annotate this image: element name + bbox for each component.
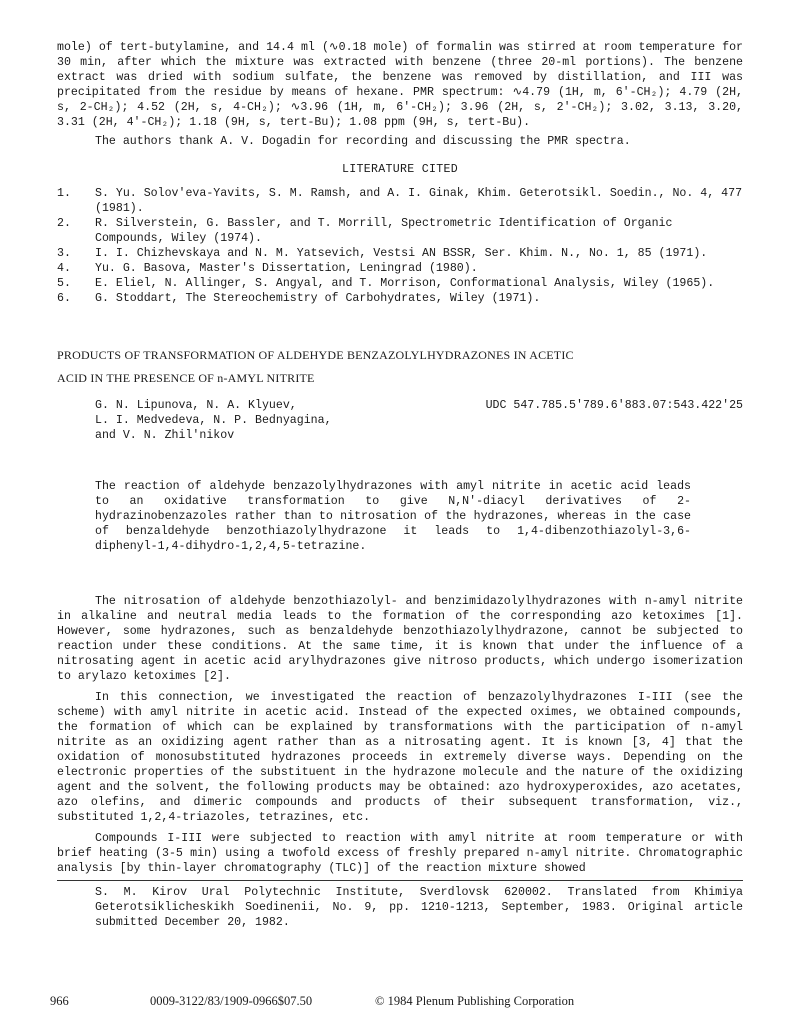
body-paragraph: The nitrosation of aldehyde benzothiazolyl- and benzimidazolylhydrazones with n-amyl nitrite in alkaline and neutral media leads to the formation of the corresponding azo ketoximes [1]. However, some hydrazones, such as benzaldehyde benzothiazolylhydrazone, cannot be subjected to reaction under these conditions. At the same time, it is known that under the influence of a nitrosating agent in acetic acid arylhydrazones give nitroso products, which undergo isomerization to arylazo ketoximes [2]. [57,595,743,683]
reference-text: S. Yu. Solov'eva-Yavits, S. M. Ramsh, and A. I. Ginak, Khim. Geterotsikl. Soedin., No. 4, 477 (1981). [95,187,743,215]
journal-code: 0009-3122/83/1909-0966$07.50 [150,994,313,1008]
reference-item [57,276,743,291]
authors-line-3: and V. N. Zhil'nikov [95,429,235,442]
literature-cited-heading: LITERATURE CITED [341,163,459,176]
page-number: 966 [50,994,69,1008]
reference-number: 1. [57,187,71,200]
reference-number: 2. [57,217,71,230]
article-title-line-1: PRODUCTS OF TRANSFORMATION OF ALDEHYDE BENZAZOLYLHYDRAZONES IN ACETIC [57,348,574,362]
reference-text: I. I. Chizhevskaya and N. M. Yatsevich, Vestsi AN BSSR, Ser. Khim. N., No. 1, 85 (1971). [95,247,708,260]
reference-list [57,186,743,306]
reference-number: 4. [57,262,71,275]
reference-text: Yu. G. Basova, Master's Dissertation, Leningrad (1980). [95,262,478,275]
authors-line-1: G. N. Lipunova, N. A. Klyuev, [95,399,297,412]
copyright: © 1984 Plenum Publishing Corporation [375,994,575,1008]
footnote-divider [57,880,743,881]
authors-line-2: L. I. Medvedeva, N. P. Bednyagina, [95,414,332,427]
reference-text: G. Stoddart, The Stereochemistry of Carbohydrates, Wiley (1971). [95,292,541,305]
reference-number: 6. [57,292,71,305]
author-list [95,398,332,443]
experimental-paragraph: mole) of tert-butylamine, and 14.4 ml (∿0.18 mole) of formalin was stirred at room temperature for 30 min, after which the mixture was extracted with benzene (three 20-ml portions). The benzene extract was dried with sodium sulfate, the benzene was removed by distillation, and III was precipitated from the residue by means of hexane. PMR spectrum: ∿4.79 (1H, m, 6'-CH₂); 4.79 (2H, s, 2-CH₂); 4.52 (2H, s, 4-CH₂); ∿3.96 (1H, m, 6'-CH₂); 3.96 (2H, s, 2'-CH₂); 3.02, 3.13, 3.20, 3.31 (2H, 4'-CH₂); 1.18 (9H, s, tert-Bu); 1.08 ppm (9H, s, tert-Bu). [57,41,743,129]
reference-item [57,261,743,276]
reference-item [57,246,743,261]
page-footer [50,994,574,1009]
acknowledgment: The authors thank A. V. Dogadin for recording and discussing the PMR spectra. [95,135,631,148]
udc-code: UDC 547.785.5'789.6'883.07:543.422'25 [485,399,743,412]
reference-item [57,216,743,246]
article-body [57,594,743,876]
authors-udc-row [57,398,743,443]
page-content [57,40,743,930]
reference-number: 5. [57,277,71,290]
affiliation-footnote: S. M. Kirov Ural Polytechnic Institute, Sverdlovsk 620002. Translated from Khimiya Geterotsiklicheskikh Soedinenii, No. 9, pp. 1210-1213, September, 1983. Original article submitted December 20, 1982. [95,886,743,929]
reference-item [57,291,743,306]
article-title [57,344,743,390]
body-paragraph: Compounds I-III were subjected to reaction with amyl nitrite at room temperature or with brief heating (3-5 min) using a twofold excess of freshly prepared n-amyl nitrite. Chromatographic analysis [by thin-layer chromatography (TLC)] of the reaction mixture showed [57,832,743,875]
body-paragraph: In this connection, we investigated the reaction of benzazolylhydrazones I-III (see the scheme) with amyl nitrite in acetic acid. Instead of the expected oximes, we obtained compounds, the formation of which can be explained by transformations with the participation of n-amyl nitrite as an oxidizing agent rather than as a nitrosating agent. It is known [3, 4] that the oxidation of monosubstituted hydrazones proceeds in extremely diverse ways. Depending on the electronic properties of the substituent in the hydrazone molecule and the nature of the oxidizing agent and the solvent, the following products may be obtained: azo hydroxyperoxides, azo acetates, azo olefins, and dimeric compounds and products of their subsequent transformation, viz., substituted 1,2,4-triazoles, tetrazines, etc. [57,691,743,824]
reference-text: E. Eliel, N. Allinger, S. Angyal, and T. Morrison, Conformational Analysis, Wiley (1965). [95,277,715,290]
abstract: The reaction of aldehyde benzazolylhydrazones with amyl nitrite in acetic acid leads to an oxidative transformation to give N,N'-diacyl derivatives of 2-hydrazinobenzazoles rather than to nitrosation of the hydrazones, whereas in the case of benzaldehyde benzothiazolylhydrazone it leads to 1,4-dibenzothiazolyl-3,6-diphenyl-1,4-dihydro-1,2,4,5-tetrazine. [95,480,691,553]
reference-number: 3. [57,247,71,260]
reference-text: R. Silverstein, G. Bassler, and T. Morrill, Spectrometric Identification of Organic Compounds, Wiley (1974). [95,217,673,245]
reference-item [57,186,743,216]
article-title-line-2: ACID IN THE PRESENCE OF n-AMYL NITRITE [57,371,315,385]
